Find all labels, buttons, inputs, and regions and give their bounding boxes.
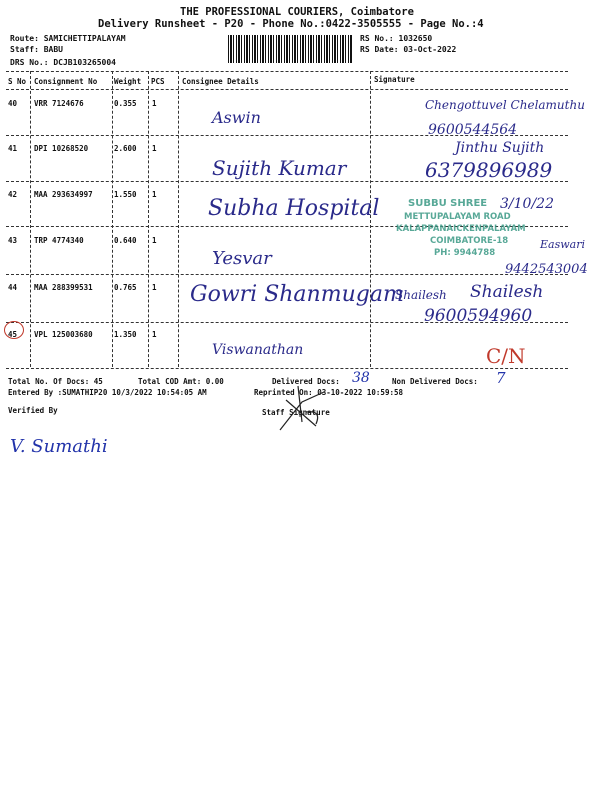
handwritten-signature: Chengottuvel Chelamuthu	[425, 98, 585, 112]
verified-by-label: Verified By	[8, 406, 58, 415]
stamp-line: COIMBATORE-18	[430, 236, 509, 246]
row-weight: 1.350	[114, 330, 137, 339]
row-sno: 43	[8, 236, 18, 245]
row-consignment: MAA 288399531	[34, 283, 93, 292]
stamp-line: METTUPALAYAM ROAD	[404, 212, 511, 222]
row-rule	[6, 274, 568, 275]
handwritten-consignee: Subha Hospital	[208, 196, 380, 221]
handwritten-consignee: Sujith Kumar	[212, 156, 347, 180]
route-label: Route: SAMICHETTIPALAYAM	[10, 34, 126, 43]
stamp-line: KALAPPANAICKENPALAYAM	[396, 224, 526, 234]
row-consignment: DPI 10268520	[34, 144, 89, 153]
row-sno: 45	[8, 330, 18, 339]
rs-number: RS No.: 1032650	[360, 34, 433, 43]
row-sno: 40	[8, 99, 18, 108]
col-header-weight: Weight	[114, 77, 142, 86]
handwritten-signature: Shailesh	[470, 282, 544, 302]
stamp-line: SUBBU SHREE	[408, 198, 488, 209]
runsheet-title: Delivery Runsheet - P20 - Phone No.:0422-3505555 - Page No.:4	[98, 18, 484, 30]
rubber-stamp	[396, 188, 576, 268]
table-header-rule	[6, 89, 568, 90]
staff-signature-label: Staff Signature	[262, 408, 330, 417]
col-header-consignee: Consignee Details	[182, 77, 259, 86]
total-docs: Total No. Of Docs: 45	[8, 377, 103, 386]
handwritten-delivered-count: 38	[352, 370, 370, 386]
table-top-rule	[6, 71, 568, 72]
reprinted-on: Reprinted On: 03-10-2022 10:59:58	[254, 388, 404, 397]
nondelivered-docs-label: Non Delivered Docs:	[392, 377, 478, 386]
col-header-sno: S No	[8, 77, 27, 86]
row-rule	[6, 322, 568, 323]
row-pcs: 1	[152, 144, 157, 153]
row-pcs: 1	[152, 330, 157, 339]
handwritten-date: 3/10/22	[500, 196, 554, 212]
row-pcs: 1	[152, 283, 157, 292]
row-consignment: MAA 293634997	[34, 190, 93, 199]
row-weight: 0.355	[114, 99, 137, 108]
staff-label: Staff: BABU	[10, 45, 63, 54]
handwritten-signature: Shailesh	[395, 288, 447, 302]
row-rule	[6, 135, 568, 136]
company-title: THE PROFESSIONAL COURIERS, Coimbatore	[180, 6, 414, 18]
handwritten-consignee: Viswanathan	[212, 342, 304, 358]
row-sno: 42	[8, 190, 18, 199]
row-weight: 0.640	[114, 236, 137, 245]
row-weight: 0.765	[114, 283, 137, 292]
total-cod: Total COD Amt: 0.00	[138, 377, 224, 386]
table-bottom-rule	[6, 368, 568, 369]
handwritten-consignee: Yesvar	[212, 248, 272, 269]
col-header-consignment: Consignment No	[34, 77, 98, 86]
stamp-line: PH: 9944788	[434, 248, 496, 258]
handwritten-signature: Jinthu Sujith	[455, 140, 545, 156]
row-pcs: 1	[152, 190, 157, 199]
verified-signature: V. Sumathi	[10, 436, 108, 457]
col-header-pcs: PCS	[151, 77, 165, 86]
handwritten-consignee: Aswin	[212, 108, 261, 127]
delivered-docs-label: Delivered Docs:	[272, 377, 340, 386]
handwritten-phone: 9600594960	[424, 306, 533, 326]
drs-number: DRS No.: DCJB103265004	[10, 58, 116, 67]
handwritten-consignee: Gowri Shanmugam	[190, 282, 404, 307]
row-weight: 1.550	[114, 190, 137, 199]
row-pcs: 1	[152, 99, 157, 108]
row-consignment: VPL 125003680	[34, 330, 93, 339]
handwritten-phone: 6379896989	[425, 158, 553, 182]
row-consignment: VRR 7124676	[34, 99, 84, 108]
entered-by: Entered By :SUMATHIP20 10/3/2022 10:54:05 AM	[8, 388, 207, 397]
handwritten-phone: 9442543004	[505, 262, 588, 277]
handwritten-phone: 9600544564	[428, 122, 518, 138]
handwritten-signature: Easwari	[540, 238, 585, 251]
handwritten-nondelivered-count: 7	[496, 369, 506, 387]
row-sno: 41	[8, 144, 18, 153]
row-consignment: TRP 4774340	[34, 236, 84, 245]
barcode	[228, 35, 352, 63]
row-rule	[6, 181, 568, 182]
staff-signature-scribble	[272, 382, 332, 436]
col-header-signature: Signature	[374, 75, 415, 84]
row-weight: 2.600	[114, 144, 137, 153]
row-sno: 44	[8, 283, 18, 292]
rs-date: RS Date: 03-Oct-2022	[360, 45, 457, 54]
handwritten-cn-mark: C/N	[486, 344, 526, 368]
row-pcs: 1	[152, 236, 157, 245]
